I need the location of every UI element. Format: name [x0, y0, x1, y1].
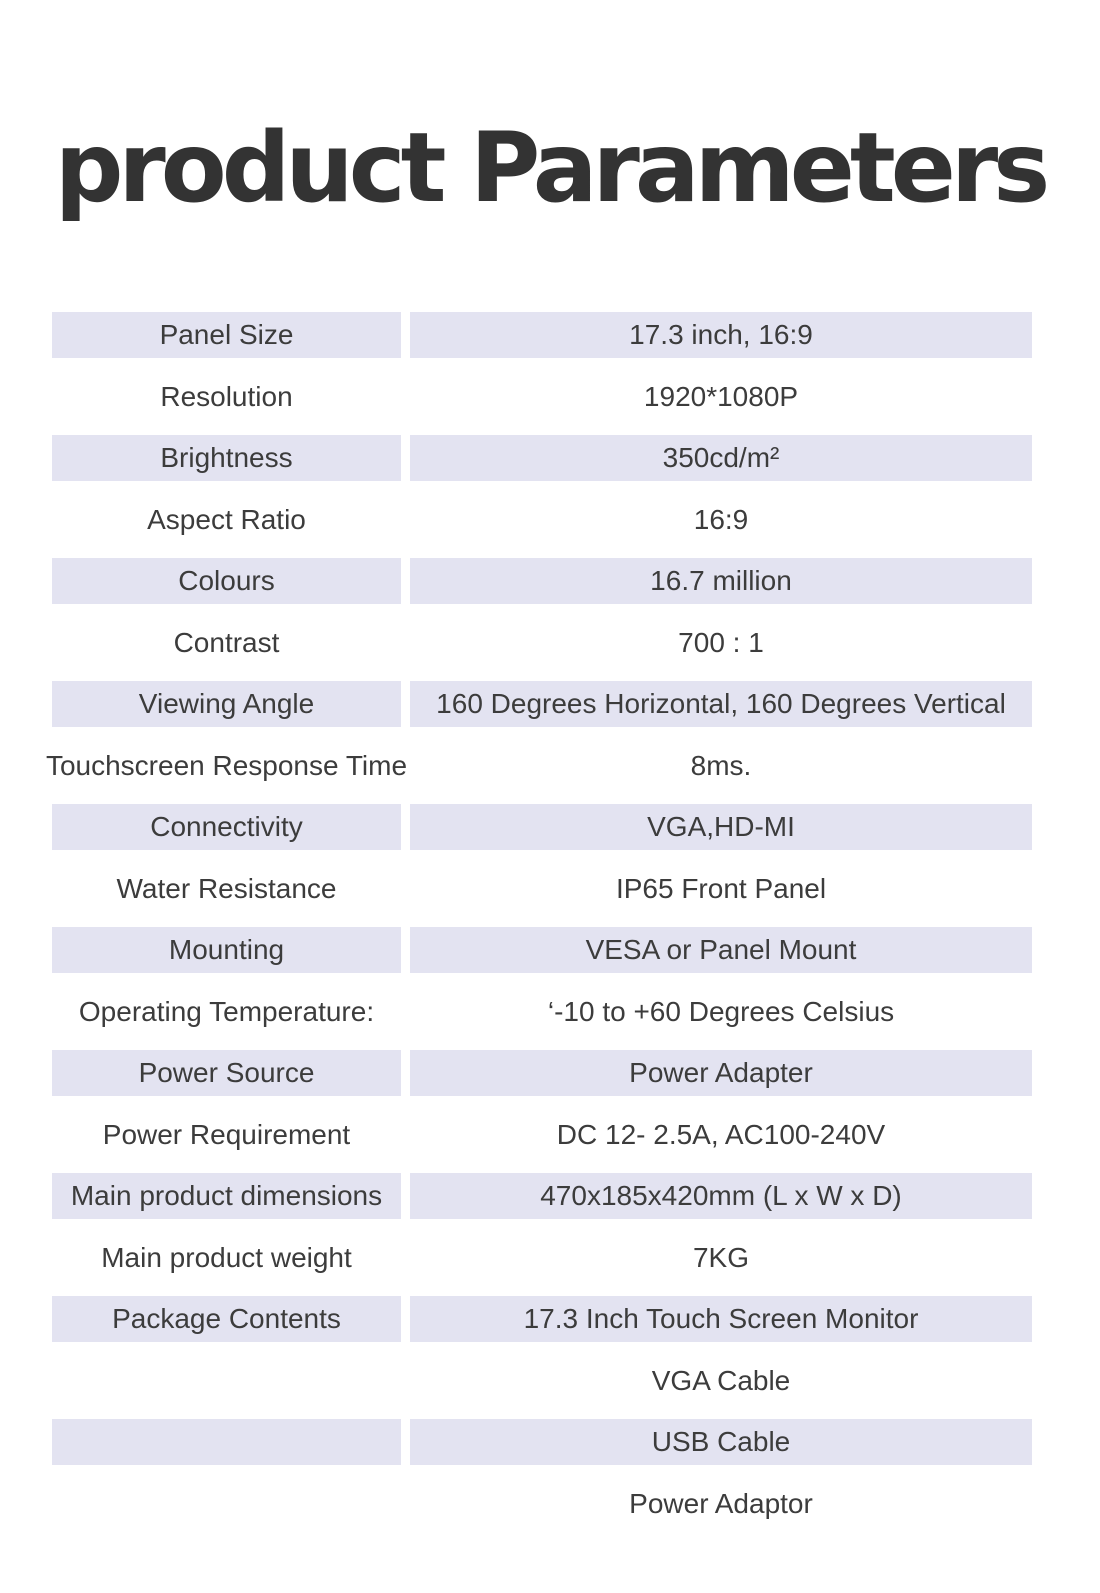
spec-label: Brightness: [52, 435, 401, 481]
spec-row: [0, 1111, 1100, 1173]
spec-label: Power Requirement: [102, 1118, 351, 1150]
spec-label: Resolution: [160, 380, 293, 412]
spec-label: Viewing Angle: [52, 681, 401, 727]
spec-row: [0, 619, 1100, 681]
spec-value: USB Cable: [410, 1419, 1032, 1465]
spec-label: Touchscreen Response Time: [45, 749, 408, 781]
spec-row: [0, 865, 1100, 927]
spec-row: [0, 1234, 1100, 1296]
spec-row: [0, 311, 1100, 373]
spec-row: [0, 988, 1100, 1050]
spec-row: [0, 1480, 1100, 1542]
spec-row: [0, 1357, 1100, 1419]
spec-value: 160 Degrees Horizontal, 160 Degrees Vertical: [410, 681, 1032, 727]
page-title: product Parameters: [54, 112, 1046, 224]
spec-row: [0, 803, 1100, 865]
spec-label: Power Source: [52, 1050, 401, 1096]
spec-label: Aspect Ratio: [147, 503, 306, 535]
spec-value: VGA Cable: [651, 1364, 791, 1396]
spec-value: ‘-10 to +60 Degrees Celsius: [547, 995, 895, 1027]
spec-value: 16:9: [693, 503, 749, 535]
spec-row: [0, 1295, 1100, 1357]
spec-value: VESA or Panel Mount: [410, 927, 1032, 973]
spec-value: 17.3 inch, 16:9: [410, 312, 1032, 358]
spec-value: 17.3 Inch Touch Screen Monitor: [410, 1296, 1032, 1342]
spec-value: 16.7 million: [410, 558, 1032, 604]
spec-row: [0, 926, 1100, 988]
spec-label: Panel Size: [52, 312, 401, 358]
spec-value: 1920*1080P: [643, 380, 799, 412]
spec-row: [0, 1049, 1100, 1111]
spec-label: Water Resistance: [116, 872, 337, 904]
spec-value: 470x185x420mm (L x W x D): [410, 1173, 1032, 1219]
spec-value: 8ms.: [690, 749, 752, 781]
spec-value: IP65 Front Panel: [615, 872, 827, 904]
spec-value: 7KG: [692, 1241, 750, 1273]
spec-label: Main product weight: [101, 1241, 352, 1273]
spec-label: Colours: [52, 558, 401, 604]
spec-label: Main product dimensions: [52, 1173, 401, 1219]
spec-label: [52, 1358, 401, 1404]
spec-value: DC 12- 2.5A, AC100-240V: [556, 1118, 886, 1150]
spec-label: Package Contents: [52, 1296, 401, 1342]
spec-row: [0, 434, 1100, 496]
spec-label: [52, 1481, 401, 1527]
spec-value: Power Adaptor: [629, 1487, 813, 1519]
spec-label: [52, 1419, 401, 1465]
spec-row: [0, 742, 1100, 804]
spec-row: [0, 1172, 1100, 1234]
spec-table: [0, 311, 1100, 1541]
spec-label: Contrast: [173, 626, 280, 658]
spec-row: [0, 373, 1100, 435]
spec-row: [0, 557, 1100, 619]
spec-row: [0, 496, 1100, 558]
spec-value: Power Adapter: [410, 1050, 1032, 1096]
spec-value: 350cd/m²: [410, 435, 1032, 481]
spec-label: Connectivity: [52, 804, 401, 850]
spec-value: 700 : 1: [678, 626, 764, 658]
spec-row: [0, 1418, 1100, 1480]
spec-label: Mounting: [52, 927, 401, 973]
spec-value: VGA,HD-MI: [410, 804, 1032, 850]
spec-label: Operating Temperature:: [78, 995, 375, 1027]
spec-row: [0, 680, 1100, 742]
